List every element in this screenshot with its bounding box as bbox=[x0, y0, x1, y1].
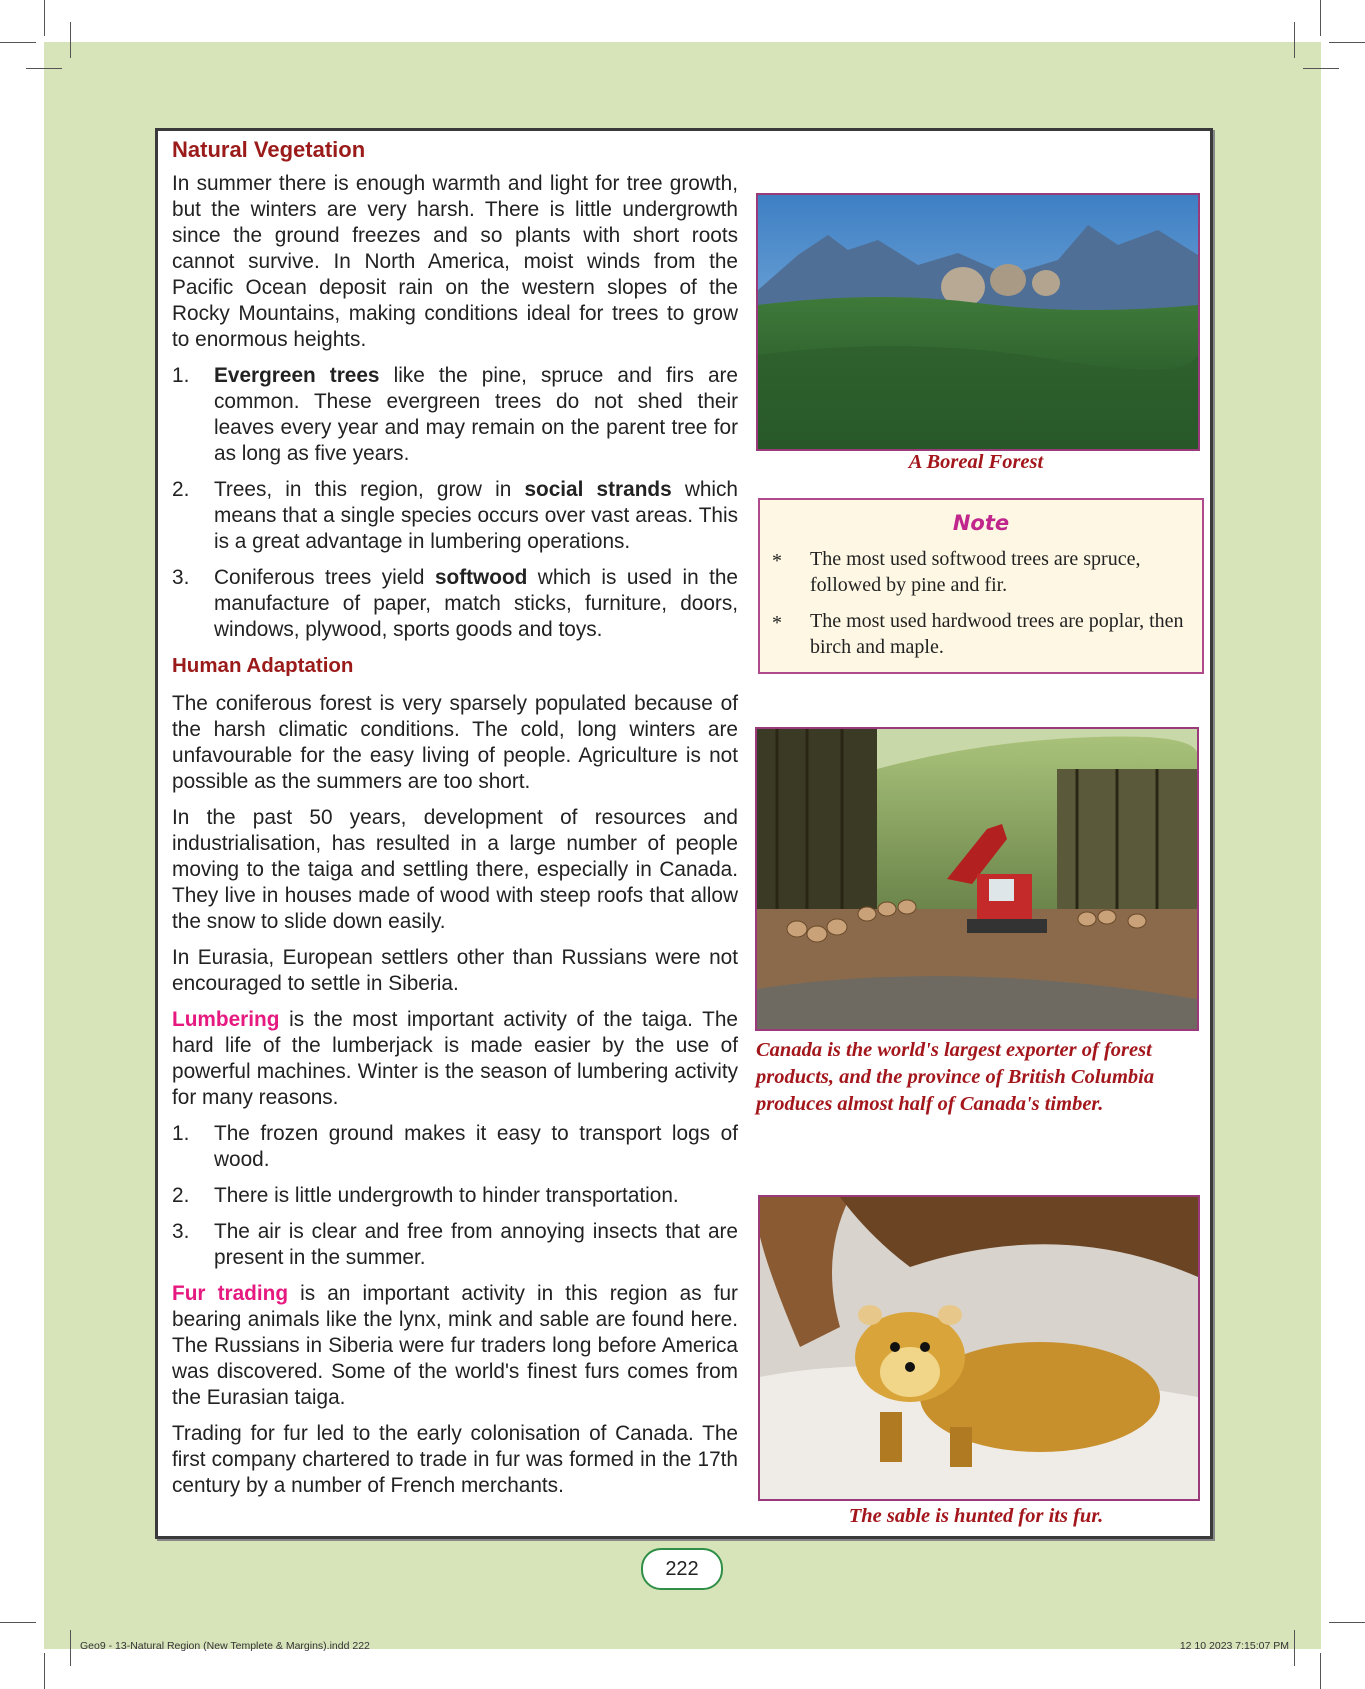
boreal-forest-photo bbox=[756, 193, 1200, 451]
numbered-list bbox=[172, 363, 738, 643]
section-heading: Natural Vegetation bbox=[172, 137, 366, 162]
text-column bbox=[172, 137, 738, 1509]
list-number: 3. bbox=[172, 566, 190, 589]
list-number: 2. bbox=[172, 478, 190, 501]
paragraph bbox=[172, 1281, 738, 1411]
list-item bbox=[172, 363, 738, 467]
paragraph: In summer there is enough warmth and light for tree growth, but the winters are very harsh. There is little undergrowth since the ground freezes and so plants with short roots cannot survive. In North America, moist winds from the Pacific Ocean deposit rain on the western slopes of the Rocky Mountains, making conditions ideal for trees to grow to enormous heights. bbox=[172, 172, 738, 351]
note-title: Note bbox=[952, 511, 1010, 535]
list-text: Trees, in this region, grow in bbox=[214, 478, 525, 501]
crop-mark bbox=[1329, 42, 1365, 43]
sable-caption: The sable is hunted for its fur. bbox=[848, 1505, 1104, 1527]
paragraph: Trading for fur led to the early colonisation of Canada. The first company chartered to trade in fur was formed in the 17th century by a number of French merchants. bbox=[172, 1422, 738, 1497]
footer-filename: Geo9 - 13-Natural Region (New Templete & Margins).indd 222 bbox=[80, 1640, 370, 1652]
bold-term: social strands bbox=[524, 478, 672, 501]
lumbering-image bbox=[757, 729, 1197, 1029]
sable-image bbox=[760, 1197, 1198, 1499]
crop-mark bbox=[70, 1630, 71, 1666]
crop-mark bbox=[1329, 1622, 1365, 1623]
page-number: 222 bbox=[641, 1548, 723, 1590]
bold-term: softwood bbox=[434, 566, 528, 589]
crop-mark bbox=[26, 68, 62, 69]
list-text: The air is clear and free from annoying insects that are present in the summer. bbox=[214, 1220, 738, 1269]
paragraph: In the past 50 years, development of resources and industrialisation, has resulted in a large number of people moving to the taiga and settling there, especially in Canada. They live in houses made of wood with steep roofs that allow the snow to slide down easily. bbox=[172, 806, 738, 933]
highlight-term: Lumbering bbox=[172, 1008, 280, 1031]
crop-mark bbox=[1303, 68, 1339, 69]
bullet-icon: * bbox=[772, 550, 782, 572]
numbered-list bbox=[172, 1121, 738, 1271]
list-item bbox=[172, 565, 738, 643]
crop-mark bbox=[1320, 0, 1321, 36]
list-text: which means that a single species occurs over vast areas. This is a great advantage in lumbering operations. bbox=[214, 478, 738, 553]
list-number: 3. bbox=[172, 1220, 190, 1243]
crop-mark bbox=[1294, 22, 1295, 58]
list-number: 1. bbox=[172, 364, 190, 387]
list-text: which is used in the manufacture of paper, match sticks, furniture, doors, windows, plywood, sports goods and toys. bbox=[214, 566, 738, 641]
list-text: The frozen ground makes it easy to transport logs of wood. bbox=[214, 1122, 738, 1171]
paragraph bbox=[172, 1007, 738, 1111]
section-heading: Human Adaptation bbox=[172, 654, 354, 677]
note-text: The most used softwood trees are spruce, followed by pine and fir. bbox=[810, 548, 1141, 596]
crop-mark bbox=[44, 1653, 45, 1689]
list-item bbox=[172, 477, 738, 555]
list-number: 2. bbox=[172, 1184, 190, 1207]
crop-mark bbox=[1294, 1630, 1295, 1666]
note-item bbox=[760, 608, 1202, 660]
list-text: like the pine, spruce and firs are common. These evergreen trees do not shed their leaves every year and may remain on the parent tree for as long as five years. bbox=[214, 364, 739, 465]
paragraph: The coniferous forest is very sparsely populated because of the harsh climatic conditions. The cold, long winters are unfavourable for the easy living of people. Agriculture is not possible as the summers are too short. bbox=[172, 692, 738, 793]
paragraph-text: is an important activity in this region as fur bearing animals like the lynx, mink and sable are found here. The Russians in Siberia were fur traders long before America was discovered. Some of the world's finest furs comes from the Eurasian taiga. bbox=[172, 1282, 738, 1409]
crop-mark bbox=[70, 22, 71, 58]
bullet-icon: * bbox=[772, 612, 782, 634]
sable-photo bbox=[758, 1195, 1200, 1501]
paragraph-text: is the most important activity of the taiga. The hard life of the lumberjack is made easier by the use of powerful machines. Winter is the season of lumbering activity for many reasons. bbox=[172, 1008, 738, 1109]
boreal-forest-caption: A Boreal Forest bbox=[908, 451, 1044, 473]
crop-mark bbox=[1320, 1653, 1321, 1689]
crop-mark bbox=[0, 1622, 36, 1623]
list-item bbox=[172, 1183, 738, 1209]
lumbering-caption: Canada is the world's largest exporter of forest products, and the province of British Columbia produces almost half of Canada's timber. bbox=[756, 1039, 1155, 1115]
bold-term: Evergreen trees bbox=[214, 364, 380, 387]
list-text: There is little undergrowth to hinder transportation. bbox=[214, 1184, 679, 1207]
boreal-forest-image bbox=[758, 195, 1198, 449]
note-box bbox=[758, 498, 1204, 674]
list-item bbox=[172, 1121, 738, 1173]
note-text: The most used hardwood trees are poplar, then birch and maple. bbox=[810, 610, 1184, 658]
list-text: Coniferous trees yield bbox=[214, 566, 435, 589]
list-number: 1. bbox=[172, 1122, 190, 1145]
paragraph: In Eurasia, European settlers other than Russians were not encouraged to settle in Siberia. bbox=[172, 946, 738, 995]
content-frame bbox=[155, 128, 1213, 1539]
list-item bbox=[172, 1219, 738, 1271]
highlight-term: Fur trading bbox=[172, 1282, 289, 1305]
crop-mark bbox=[44, 0, 45, 36]
crop-mark bbox=[0, 42, 36, 43]
lumbering-photo bbox=[755, 727, 1199, 1031]
note-item bbox=[760, 546, 1202, 598]
footer-timestamp: 12 10 2023 7:15:07 PM bbox=[1179, 1640, 1289, 1652]
